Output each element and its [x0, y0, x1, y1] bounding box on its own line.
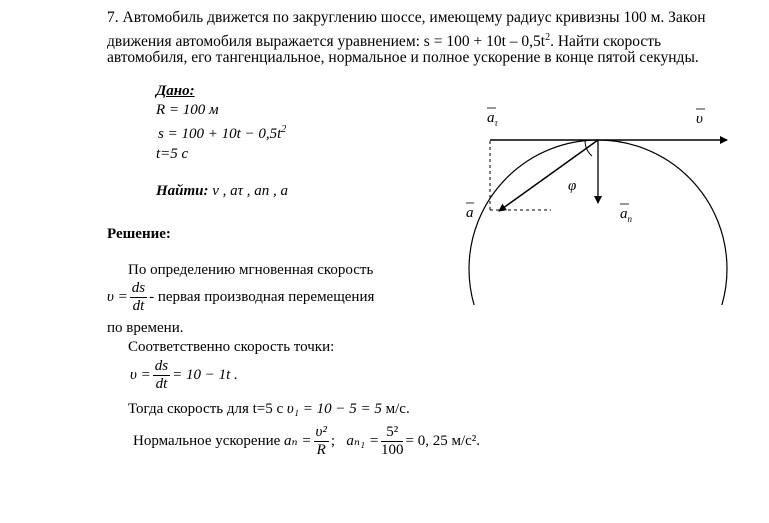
total-accel-vector: [499, 140, 598, 211]
given-s-exponent: 2: [281, 124, 287, 135]
given-motion-equation: [158, 124, 286, 143]
an-symbol: aₙ =: [284, 432, 312, 449]
fraction-numerator: ds: [131, 280, 146, 296]
label-velocity: υ: [696, 111, 703, 127]
p3-equation: υ₁ = 10 − 5 = 5: [286, 401, 382, 417]
velocity-symbol-2: υ =: [130, 366, 151, 383]
solution-p1-line1: По определению мгновенная скорость: [128, 262, 374, 278]
an-fraction: [314, 424, 329, 459]
semicolon: ;: [330, 432, 336, 449]
derivative-description: - первая производная перемещения: [149, 288, 375, 305]
an-denominator: R: [316, 442, 326, 458]
ds-dt-fraction: [130, 280, 147, 315]
problem-line-2-tail: . Найти скорость: [550, 33, 662, 51]
fraction-numerator-2: ds: [154, 358, 169, 374]
given-radius: R = 100 м: [156, 102, 219, 118]
an-numerator: υ²: [315, 424, 327, 440]
problem-line-3: автомобиля, его тангенциальное, нормальное и полное ускорение в конце пятой секунды.: [107, 49, 699, 66]
given-time: t=5 с: [156, 146, 189, 162]
solution-p2-line1: Соответственно скорость точки:: [128, 339, 335, 355]
given-heading: Дано:: [156, 83, 195, 99]
solution-p3: [128, 401, 410, 418]
given-s-text: s = 100 + 10t − 0,5t: [158, 126, 282, 142]
solution-p1-line2: [107, 280, 374, 315]
velocity-symbol: υ =: [107, 288, 128, 305]
solution-velocity-equation: [130, 358, 238, 393]
solution-heading: Решение:: [107, 226, 171, 242]
an1-result: = 0, 25: [405, 432, 448, 449]
an1-denominator: 100: [380, 442, 404, 458]
label-an: $a_n$: [620, 206, 632, 224]
label-phi: φ: [568, 178, 577, 194]
solution-p4: [133, 424, 480, 459]
ds-dt-fraction-2: [153, 358, 170, 393]
an1-fraction: [381, 424, 404, 459]
p3-text: Тогда скорость для t=5 с: [128, 401, 284, 417]
angle-arc: [585, 140, 592, 156]
an1-unit: м/с².: [451, 432, 481, 449]
label-a-tau: $a_\tau$: [487, 110, 498, 128]
problem-line-2-text: движения автомобиля выражается уравнением: s = 100 + 10t – 0,5t: [107, 33, 546, 51]
an1-numerator: 5²: [381, 424, 404, 442]
label-a: a: [466, 205, 474, 221]
solution-p1-line3: по времени.: [107, 320, 184, 336]
an1-symbol: aₙ₁ =: [346, 432, 379, 449]
problem-line-1: 7. Автомобиль движется по закруглению шоссе, имеющему радиус кривизны 100 м. Закон: [107, 9, 706, 26]
find-items: v , aτ , an , a: [212, 183, 289, 199]
p3-unit: м/с.: [385, 401, 410, 417]
find-line: [156, 183, 288, 200]
velocity-expression: = 10 − 1t .: [172, 366, 238, 383]
fraction-denominator-2: dt: [155, 376, 168, 392]
problem-line-2-exponent: 2: [545, 32, 551, 43]
find-label: Найти:: [156, 183, 209, 199]
fraction-denominator: dt: [132, 298, 145, 314]
normal-accel-label: Нормальное ускорение: [133, 432, 281, 449]
motion-diagram: [455, 100, 735, 305]
